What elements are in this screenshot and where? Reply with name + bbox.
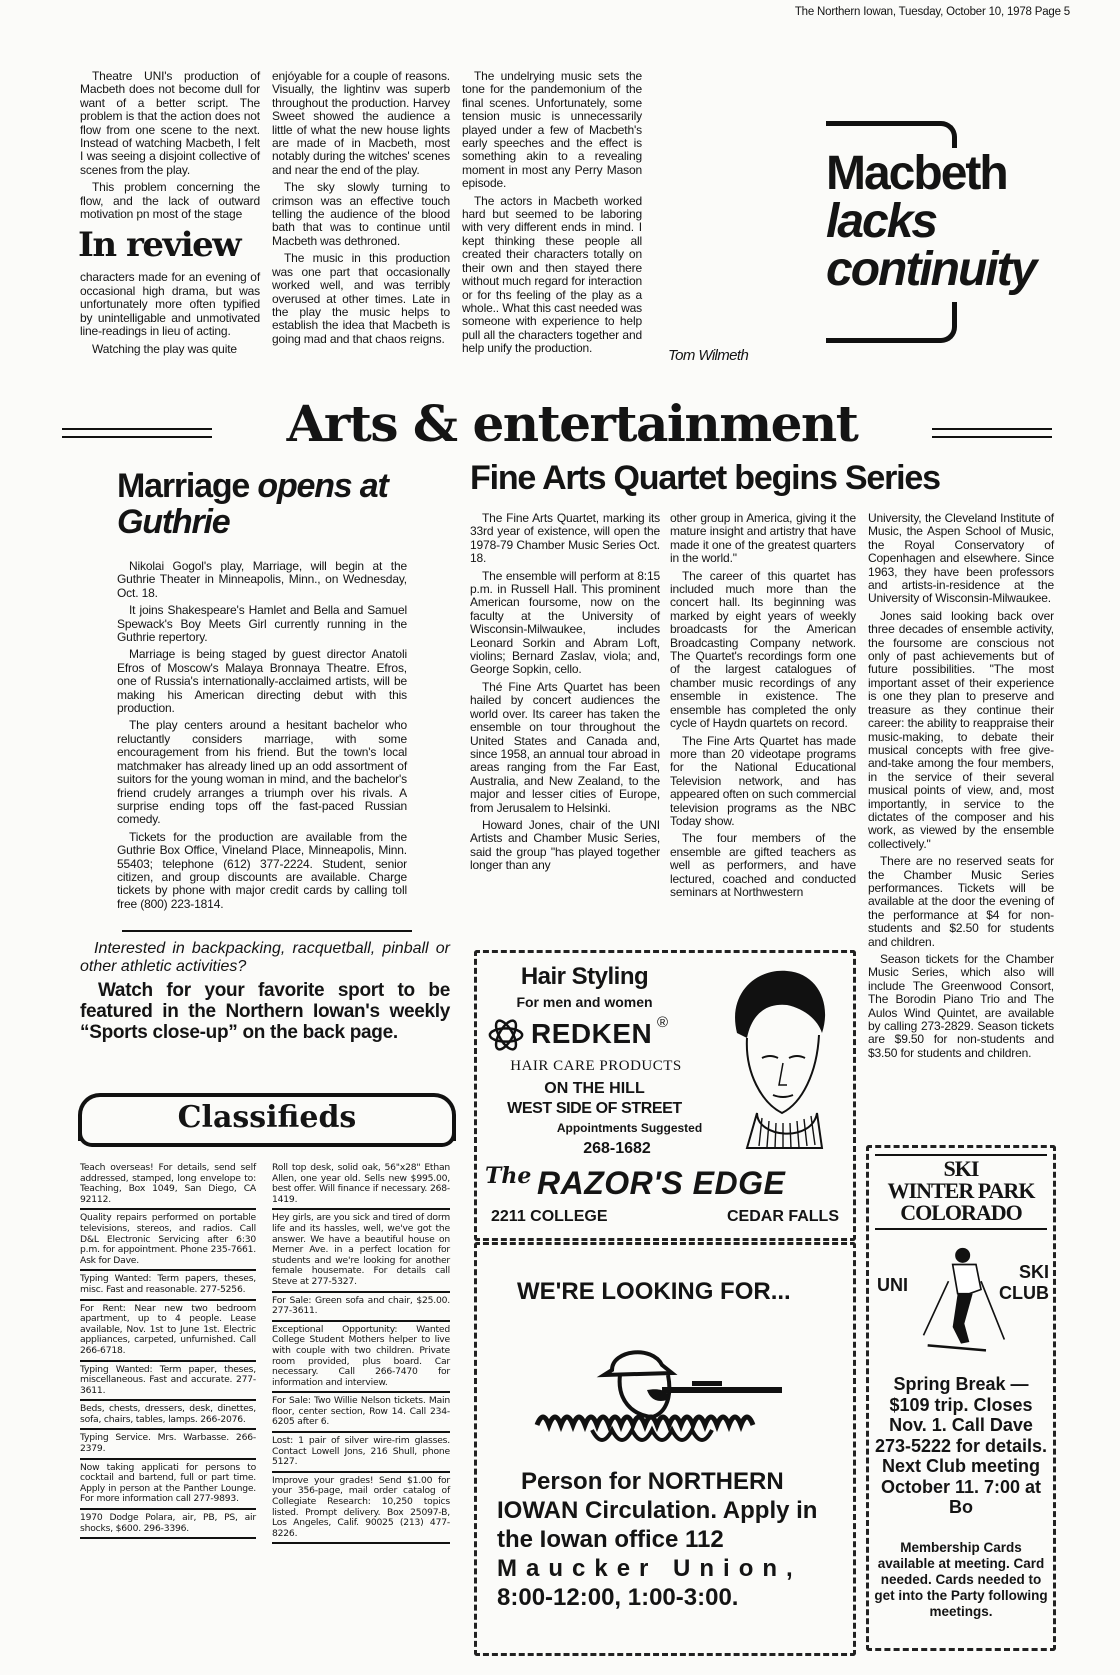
headline-line: Macbeth: [826, 147, 1007, 200]
quartet-column-1: [470, 512, 660, 877]
ad-appointments: Appointments Suggested: [556, 1121, 703, 1135]
review-column-2: [272, 70, 450, 350]
headline-roman: Marriage: [117, 467, 250, 505]
review-byline: Tom Wilmeth: [668, 347, 749, 364]
marriage-paragraph: The play centers around a hesitant bachelor who reluctantly considers marriage, with some encouragement from his friend. But the town's local matchmaker has already lined up an odd assortment of suitors for the young woman in mind, and the bachelor's friend crudely arranges a triumph over his rivals. A surprise ending tops off the fast-paced Russian comedy.: [117, 718, 407, 827]
ad-city: CEDAR FALLS: [727, 1208, 839, 1225]
quartet-paragraph: The four members of the ensemble are gifted teachers as well as performers, and have lectured, coached and conducted seminars at Northwestern: [670, 831, 856, 899]
marriage-headline: [117, 468, 417, 540]
ad-the-script: The: [485, 1163, 532, 1189]
ski-main-text: Spring Break — $109 trip. Closes Nov. 1. Call Dave 273-5222 for details. Next Club meeting October 11. 7:00 at Bo: [874, 1374, 1048, 1517]
brand-name: REDKEN: [531, 1018, 653, 1049]
headline-bracket-top: [826, 121, 957, 148]
ad-location-1: ON THE HILL: [544, 1080, 645, 1097]
registered-mark: ®: [657, 1014, 669, 1031]
classified-ad: Quality repairs performed on portable televisions, stereos, and radios. Call D&L Electronic Servicing after 6:30 p.m. for appointment. Phone 235-7661. Ask for Dave.: [80, 1210, 256, 1271]
classified-ad: Teach overseas! For details, send self addressed, stamped, long envelope to: Teaching, Box 1049, San Diego, CA 92112.: [80, 1160, 256, 1210]
review-column-3: [462, 70, 642, 360]
circulation-title-text: WE'RE LOOKING FOR...: [517, 1278, 791, 1305]
classified-ad: Typing Wanted: Term papers, theses, misc. Fast and reasonable. 277-5256.: [80, 1271, 256, 1300]
classified-ad: Now taking applicati for persons to cocktail and bartend, full or part time. Apply in person at the Panther Lounge. For more information call 277-9893.: [80, 1460, 256, 1510]
review-paragraph: characters made for an evening of occasional high drama, but was unfortunately more often typified by unintelligable and unmotivated line-readings in lieu of acting.: [80, 270, 260, 339]
ski-tag-left: UNI: [877, 1275, 908, 1295]
ad-location-2: WEST SIDE OF STREET: [507, 1100, 682, 1117]
quartet-column-3: [868, 512, 1054, 1064]
divider: [122, 930, 412, 932]
ski-title: [869, 1158, 1053, 1224]
ad-brand-line: HAIR CARE PRODUCTS: [510, 1058, 682, 1074]
marriage-paragraph: Nikolai Gogol's play, Marriage, will begin at the Guthrie Theater in Minneapolis, Minn., on Wednesday, Oct. 18.: [117, 559, 407, 600]
quartet-paragraph: The Fine Arts Quartet has made more than 20 videotape programs for the National Educational Television network, and has appeared often on such commercial television programs as the NBC Today show.: [670, 733, 856, 828]
review-paragraph: enjóyable for a couple of reasons. Visually, the lightinv was superb throughout the production. Harvey Sweet showed the audience a little of what the new house lights are made of in Macbeth, most notably during the witches' scenes and near the end of the play.: [272, 69, 450, 177]
review-paragraph: Watching the play was quite: [92, 341, 237, 356]
quartet-column-2: [670, 512, 856, 903]
circulation-ad: [474, 1242, 856, 1656]
ad-title: Hair Styling: [520, 963, 649, 990]
ad-subtitle: For men and women: [516, 994, 653, 1010]
redken-atom-icon: [487, 1016, 525, 1054]
headline-italic: opens at Guthrie: [117, 467, 388, 541]
ski-club-ad: [866, 1145, 1056, 1651]
headline-line: continuity: [826, 243, 1036, 296]
classifieds-column-left: [80, 1160, 256, 1539]
marriage-paragraph: Marriage is being staged by guest director Anatoli Efros of Moscow's Malaya Bronnaya Theatre. Efros, one of Russia's internationally-acclaimed artists, will be making his American directing debut with this production.: [117, 647, 407, 716]
review-paragraph: The music in this production was one part that occasionally worked well, and was terribly overused at other times. Late in the play the music helps to establish the idea that Macbeth is going mad and that chaos reigns.: [272, 251, 450, 346]
banner-rule-left: [62, 428, 212, 438]
classifieds-title: Classifieds: [177, 1100, 357, 1135]
quartet-paragraph: other group in America, giving it the mature insight and artistry that have made it one of the greatest quarters in the world.": [670, 511, 856, 566]
quartet-paragraph: The career of this quartet has included much more than the concert hall. Its beginning was marked by eight years of weekly broadcasts for the American Broadcasting Company network. The Quartet's recordings form one of the largest catalogues of chamber music recordings of any ensemble in existence. The ensemble has completed the only cycle of Haydn quartets on record.: [670, 568, 856, 731]
sports-promo: [80, 940, 450, 1043]
ad-business-name: [537, 1165, 847, 1201]
banner-rule-right: [932, 428, 1052, 438]
headline-bracket-bottom: [826, 302, 957, 343]
promo-pitch: Watch for your favorite sport to be featured in the Northern Iowan's weekly “Sports close-up” on the back page.: [80, 980, 450, 1043]
circulation-body-line-3: 8:00-12:00, 1:00-3:00.: [497, 1584, 739, 1611]
redken-brand: [531, 1017, 652, 1051]
business-name: RAZOR'S EDGE: [537, 1165, 786, 1201]
classified-ad: Typing Wanted: Term paper, theses, miscellaneous. Fast and accurate. 277-3611.: [80, 1362, 256, 1402]
classified-ad: For Rent: Near new two bedroom apartment, up to 4 people. Lease available, Nov. 1st to June 1st. Electric appliances, carpeted, unfurnished. Call 266-6718.: [80, 1301, 256, 1362]
quartet-headline: Fine Arts Quartet begins Series: [470, 459, 940, 497]
classified-ad: Exceptional Opportunity: Wanted College Student Mothers helper to live with couple with two children. Private room provided, plus board. Car necessary. Call 266-7470 for information and interview.: [272, 1322, 450, 1394]
quartet-paragraph: Jones said looking back over three decades of ensemble activity, the foursome are conscious not only of past achievements but of future possibilities. "The most important asset of their experience is one they plan to preserve and treasure as they continue their career: the ability to reappraise their music-making, to debate their musical concepts with free give-and-take among the four members, in the service of their several musical points of view, and, most importantly, in service to the dictates of the composer and his work, as viewed by the ensemble collectively.": [868, 608, 1054, 851]
quartet-paragraph: The Fine Arts Quartet, marking its 33rd year of existence, will open the 1978-79 Chamber Music Series Oct. 18.: [470, 511, 660, 566]
quartet-paragraph: Howard Jones, chair of the UNI Artists and Chamber Music Series, said the group "has played together longer than any: [470, 817, 660, 873]
review-paragraph: The undelrying music sets the tone for the pandemonium of the final scenes. Unfortunately, some tension music is unnecessarily played under a few of Macbeth's early speeches and the effect is something akin to a revealing moment in most any Perry Mason episode.: [462, 69, 642, 191]
razors-edge-ad: [474, 950, 856, 1241]
hunter-illustration: [532, 1335, 792, 1455]
ski-title-line: COLORADO: [900, 1200, 1022, 1225]
promo-question: Interested in backpacking, racquetball, pinball or other athletic activities?: [80, 940, 450, 975]
classified-ad: For Sale: Green sofa and chair, $25.00. 277-3611.: [272, 1293, 450, 1322]
circulation-body-line-2: Maucker Union,: [497, 1555, 802, 1582]
review-paragraph: The actors in Macbeth worked hard but seemed to be laboring with very different ends in mind. I kept thinking these people all created their characters totally on their own and then stayed there without much regard for interaction or for ths feeling of the play as a whole.. What this cast needed was someone with experience to help pull all the characters together and help unify the production.: [462, 193, 642, 356]
marriage-body: [117, 560, 407, 915]
classified-ad: 1970 Dodge Polara, air, PB, PS, air shocks, $600. 296-3396.: [80, 1510, 256, 1539]
classified-ad: Beds, chests, dressers, desk, dinettes, sofa, chairs, tables, lamps. 266-2076.: [80, 1401, 256, 1430]
skier-illustration: [911, 1236, 1011, 1368]
classified-ad: Typing Service. Mrs. Warbasse. 266-2379.: [80, 1430, 256, 1459]
ski-tag-line: SKI: [1018, 1262, 1049, 1282]
classifieds-column-right: [272, 1160, 450, 1544]
in-review-kicker: In review: [78, 225, 241, 266]
marriage-paragraph: Tickets for the production are available from the Guthrie Box Office, Vineland Place, Minneapolis, Minn. 55403; telephone (612) 377-2224. Student, senior citizen, and group discounts are available. Charge tickets by phone with major credit cards by calling toll free (800) 223-1814.: [117, 829, 407, 911]
section-banner-title: Arts & entertainment: [286, 394, 858, 453]
quartet-paragraph: There are no reserved seats for the Chamber Music Series performances. Tickets will be available at the door the evening of the performance at $4 for non-students and $2.50 for students and children.: [868, 854, 1054, 949]
circulation-body-line-1: Person for NORTHERN IOWAN Circulation. Apply in the Iowan office 112: [497, 1468, 818, 1553]
portrait-illustration: [717, 963, 837, 1153]
ski-tag-line: CLUB: [999, 1283, 1049, 1303]
headline-line: lacks: [826, 195, 937, 248]
classified-ad: Roll top desk, solid oak, 56"x28" Ethan Allen, one year old. Sells new $995.00, best offer. Will finance if necessary. 268-1419.: [272, 1160, 450, 1210]
divider: [875, 1228, 1047, 1230]
review-paragraph: Theatre UNI's production of Macbeth does not become dull for want of a better script. The problem is that the action does not flow from one scene to the next. Instead of watching Macbeth, I felt I was seeing a disjoint collective of scenes from the play.: [80, 69, 260, 177]
review-paragraph: This problem concerning the flow, and the lack of outward motivation pn most of the stage: [80, 180, 260, 222]
review-headline: [826, 147, 1036, 296]
classified-ad: Hey girls, are you sick and tired of dorm life and its hassles, well, we've got the answer. We have a beautiful house on Merner Ave. in a perfect location for students and we're looking for another female housemate. For details call Steve at 277-5327.: [272, 1210, 450, 1292]
classified-ad: Improve your grades! Send $1.00 for your 356-page, mail order catalog of Collegiate Research: 10,250 topics listed. Prompt delivery. Box 25097-B, Los Angeles, Calif. 90025 (213) 477-8226.: [272, 1473, 450, 1545]
ski-title-line: WINTER PARK: [887, 1178, 1035, 1203]
quartet-paragraph: Season tickets for the Chamber Music Series, which also will include The Greenwood Consort, The Borodin Piano Trio and The Aulos Wind Quintet, are available by calling 273-2829. Season tickets are $9.50 for non-students and $3.50 for students and children.: [868, 952, 1054, 1060]
page-folio: The Northern Iowan, Tuesday, October 10, 1978 Page 5: [794, 6, 1070, 18]
redken-logo: [487, 1015, 707, 1055]
ski-note: Membership Cards available at meeting. Card needed. Cards needed to get into the Party following meetings.: [874, 1540, 1048, 1619]
circulation-title: [517, 1277, 847, 1307]
ad-phone: 268-1682: [583, 1140, 651, 1157]
review-column-1: [80, 70, 260, 360]
review-paragraph: The sky slowly turning to crimson was an effective touch telling the audience of the blood bath that was to continue until Macbeth was dethroned.: [272, 180, 450, 248]
section-banner: [62, 394, 1052, 454]
ad-address: 2211 COLLEGE: [491, 1208, 608, 1225]
quartet-paragraph: The ensemble will perform at 8:15 p.m. in Russell Hall. This prominent American foursome, now on the faculty at the University of Wisconsin-Milwaukee, includes Leonard Sorkin and Abram Loft, violins; Bernard Zaslav, viola; and, George Sopkin, cello.: [470, 568, 660, 677]
classified-ad: Lost: 1 pair of silver wire-rim glasses. Contact Lowell Jons, 216 Shull, phone 5127.: [272, 1433, 450, 1473]
quartet-paragraph: Thé Fine Arts Quartet has been hailed by concert audiences the world over. Its career has taken the ensemble on tour throughout the United States and Canada and, since 1958, an annual tour abroad in areas ranging from the Far East, Australia, and New Zealand, to the major and lesser cities of Europe, from Jerusalem to Helsinki.: [470, 679, 660, 815]
classified-ad: For Sale: Two Willie Nelson tickets. Main floor, center section, Row 14. Call 234-6205 after 6.: [272, 1393, 450, 1433]
circulation-body: [497, 1467, 833, 1612]
ski-title-line: SKI: [943, 1156, 979, 1181]
marriage-paragraph: It joins Shakespeare's Hamlet and Bella and Samuel Spewack's Boy Meets Girl currently running in the Guthrie repertory.: [117, 603, 407, 645]
quartet-paragraph: University, the Cleveland Institute of Music, the Aspen School of Music, the Royal Conservatory of Copenhagen and elsewhere. Since 1963, they have been professors and artists-in-residence at the University of Wisconsin-Milwaukee.: [868, 511, 1054, 606]
